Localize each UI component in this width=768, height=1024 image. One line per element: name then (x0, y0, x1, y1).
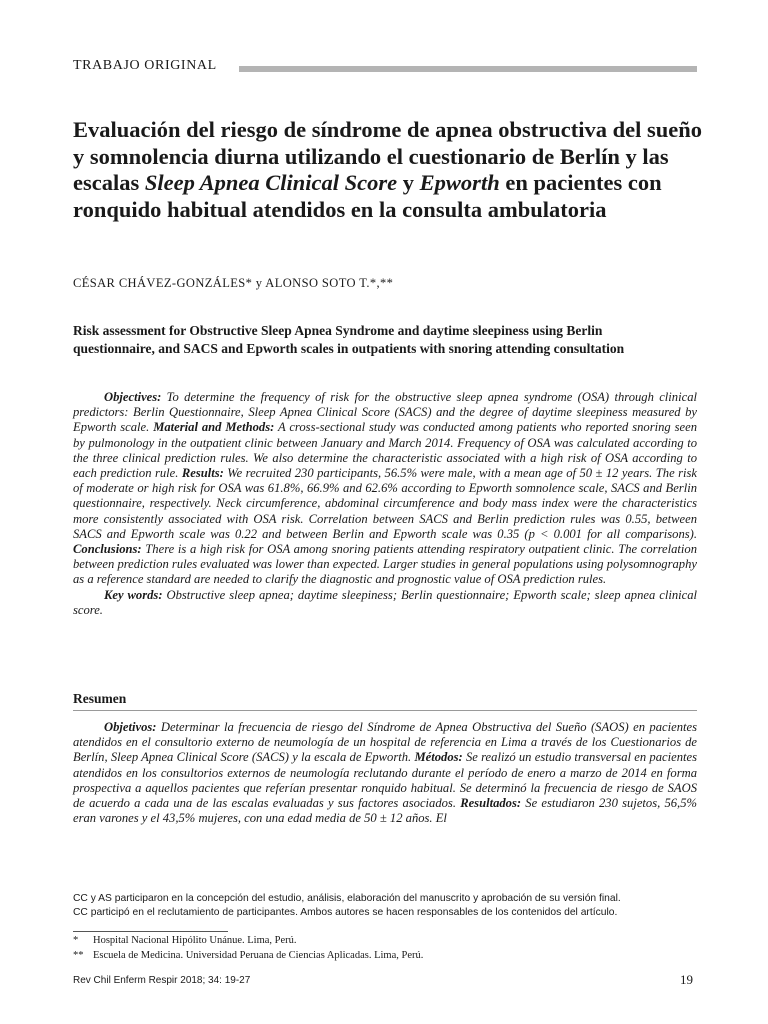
title-text-2: y (397, 170, 420, 196)
resultados-text: Se estudiaron 230 sujetos, 56,5% eran varones y el 43,5% mujeres, con una edad media de 50 ± 12 años. El (73, 796, 697, 826)
footnote-mark: * (73, 935, 79, 946)
contribution-line: CC participó en el reclutamiento de participantes. Ambos autores se hacen responsables de los contenidos del artículo. (73, 907, 618, 918)
article-title (73, 117, 713, 223)
results-label: Results: (181, 466, 224, 481)
footnote-text: Escuela de Medicina. Universidad Peruana de Ciencias Aplicadas. Lima, Perú. (93, 949, 424, 961)
footnote-text: Hospital Nacional Hipólito Unánue. Lima, Perú. (93, 935, 297, 946)
abstract (73, 390, 697, 618)
keywords-text: Obstructive sleep apnea; daytime sleepiness; Berlin questionnaire; Epworth scale; sleep apnea clinical score. (73, 587, 697, 617)
results-text: We recruited 230 participants, 56.5% were male, with a mean age of 50 ± 12 years. The risk of moderate or high risk for OSA was 61.8%, 66.9% and 62.6% according to Epworth somnolence scale, SACS and Berlin questionnaire, respectively. Neck circumference, abdominal circumference and body mass index were the characteristics more consistently associated with OSA risk. Correlation between SACS and Berlin prediction rules was 0.55, between SACS and Epworth scale was 0.22 and between Berlin and Epworth scale was 0.35 (p < 0.001 for all comparisons). (73, 466, 697, 541)
objectives-text: To determine the frequency of risk for the obstructive sleep apnea syndrome (OSA) through clinical predictors: Berlin Questionnaire, Sleep Apnea Clinical Score (SACS) and the degree of daytime sleepiness measured by Epworth scale. (73, 390, 697, 435)
contribution-line: CC y AS participaron en la concepción del estudio, análisis, elaboración del manuscrito y aprobación de su versión final. (73, 893, 621, 904)
section-rule (239, 66, 697, 72)
resumen-heading: Resumen (73, 691, 127, 706)
methods-text: A cross-sectional study was conducted among patients who reported snoring seen by pulmonology in the outpatient clinic between January and March 2014. Frequency of OSA was calculated according to the three clinical prediction rules. We also determine the characteristic associated with a high risk of OSA according to each prediction rule. (73, 420, 697, 481)
resumen (73, 720, 697, 826)
abstract-paragraph (73, 390, 697, 588)
resumen-rule (73, 710, 697, 711)
objetivos-text: Determinar la frecuencia de riesgo del Síndrome de Apnea Obstructiva del Sueño (SAOS) en pacientes atendidos en el consultorio externo de neumología de un hospital de referencia en Lima a través de los Cuestionarios de Berlín, Sleep Apnea Clinical Score (SACS) y la escala de Epworth. (73, 720, 697, 765)
footnote (73, 949, 697, 964)
footnote (73, 934, 697, 949)
english-title: Risk assessment for Obstructive Sleep Apnea Syndrome and daytime sleepiness using Berlin questionnaire, and SACS and Epworth scales in outpatients with snoring attending consultation (73, 323, 625, 356)
resumen-paragraph (73, 720, 697, 826)
page-number: 19 (680, 972, 693, 987)
conclusions-label: Conclusions: (73, 542, 142, 557)
title-text-3: en pacientes con ronquido habitual atendidos en la consulta ambulatoria (73, 170, 662, 222)
methods-label: Material and Methods: (153, 420, 275, 435)
keywords-paragraph (73, 588, 697, 618)
title-italic-2: Epworth (419, 170, 500, 196)
journal-citation: Rev Chil Enferm Respir 2018; 34: 19-27 (73, 975, 251, 986)
footnotes (73, 934, 697, 963)
author-contributions (73, 892, 713, 920)
title-italic-1: Sleep Apnea Clinical Score (144, 170, 398, 196)
footnote-rule (73, 931, 228, 932)
title-text-1: Evaluación del riesgo de síndrome de apnea obstructiva del sueño y somnolencia diurna utilizando el cuestionario de Berlín y las escalas (73, 117, 703, 196)
section-header (73, 58, 697, 80)
resultados-label: Resultados: (460, 796, 522, 811)
metodos-text: Se realizó un estudio transversal en pacientes atendidos en los consultorios externos de neumología reclutando durante el período de enero a marzo de 2014 en forma prospectiva a aquellos pacientes que referían presentar ronquido habitual. Se determinó la frecuencia de riesgo de SAOS de acuerdo a cada una de las escalas evaluadas y sus factores asociados. (73, 750, 697, 811)
authors: CÉSAR CHÁVEZ-GONZÁLES* y ALONSO SOTO T.*,** (73, 276, 394, 290)
footnote-mark: ** (73, 949, 84, 961)
keywords-label: Key words: (104, 587, 163, 602)
metodos-label: Métodos: (414, 750, 463, 765)
objectives-label: Objectives: (104, 390, 162, 404)
objetivos-label: Objetivos: (104, 720, 157, 734)
conclusions-text: There is a high risk for OSA among snoring patients attending respiratory outpatient clinic. The correlation between prediction rules evaluated was lower than expected. Larger studies in general populations using polysomnography as a reference standard are needed to clarify the diagnostic and prognostic value of OSA prediction rules. (73, 542, 697, 587)
section-label: TRABAJO ORIGINAL (73, 58, 217, 73)
